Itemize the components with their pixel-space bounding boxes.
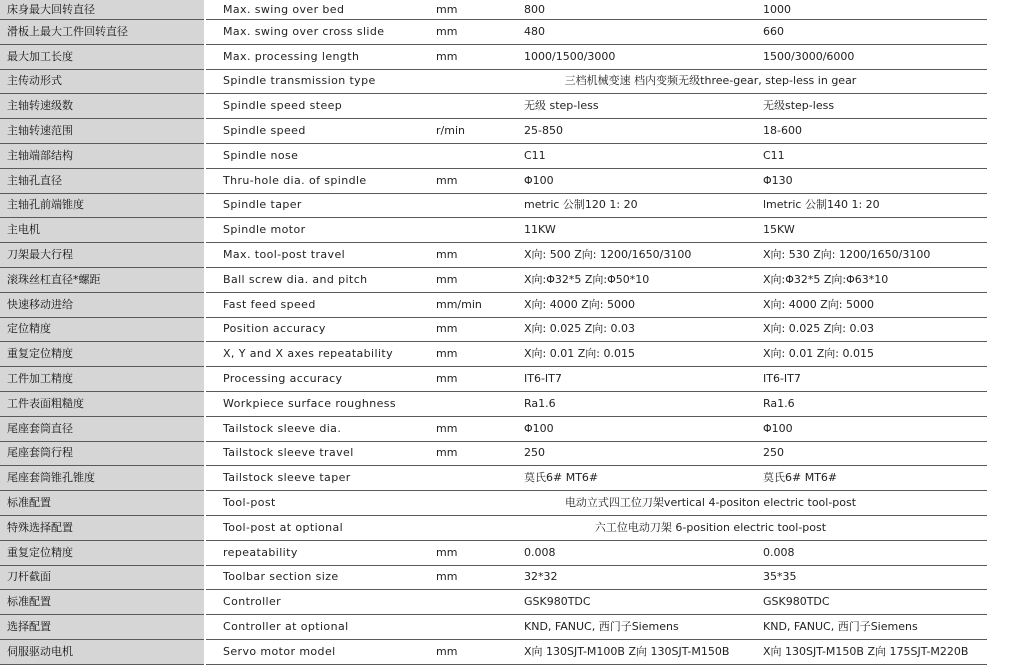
cell-unit: mm/min bbox=[431, 292, 524, 317]
table-row bbox=[0, 168, 987, 193]
cell-param-en: Spindle speed bbox=[205, 119, 431, 144]
cell-value-2: X向: 4000 Z向: 5000 bbox=[763, 292, 987, 317]
cell-param-cn: 床身最大回转直径 bbox=[0, 0, 205, 20]
cell-value-1: Φ100 bbox=[524, 168, 763, 193]
cell-unit: mm bbox=[431, 243, 524, 268]
cell-value-merged: 三档机械变速 档内变频无级three-gear, step-less in gear bbox=[524, 69, 987, 94]
cell-unit: mm bbox=[431, 267, 524, 292]
cell-param-cn: 特殊选择配置 bbox=[0, 515, 205, 540]
cell-value-2: Φ130 bbox=[763, 168, 987, 193]
cell-unit bbox=[431, 466, 524, 491]
cell-value-1: Ra1.6 bbox=[524, 391, 763, 416]
cell-unit bbox=[431, 143, 524, 168]
cell-param-cn: 主轴转速范围 bbox=[0, 119, 205, 144]
cell-param-en: Controller at optional bbox=[205, 615, 431, 640]
cell-param-en: Tailstock sleeve travel bbox=[205, 441, 431, 466]
table-row bbox=[0, 119, 987, 144]
cell-param-cn: 工件表面粗糙度 bbox=[0, 391, 205, 416]
cell-param-en: Spindle motor bbox=[205, 218, 431, 243]
cell-value-2: Φ100 bbox=[763, 416, 987, 441]
cell-value-1: X向: 0.025 Z向: 0.03 bbox=[524, 317, 763, 342]
cell-value-1: metric 公制120 1: 20 bbox=[524, 193, 763, 218]
cell-param-cn: 选择配置 bbox=[0, 615, 205, 640]
cell-value-merged: 六工位电动刀架 6-position electric tool-post bbox=[524, 515, 987, 540]
cell-unit bbox=[431, 193, 524, 218]
cell-param-en: Spindle transmission type bbox=[205, 69, 431, 94]
cell-param-en: Max. swing over bed bbox=[205, 0, 431, 20]
cell-param-en: Max. swing over cross slide bbox=[205, 20, 431, 45]
cell-param-en: Ball screw dia. and pitch bbox=[205, 267, 431, 292]
cell-value-1: 480 bbox=[524, 20, 763, 45]
cell-value-2: 1000 bbox=[763, 0, 987, 20]
cell-unit: r/min bbox=[431, 119, 524, 144]
cell-param-en: Position accuracy bbox=[205, 317, 431, 342]
cell-unit: mm bbox=[431, 367, 524, 392]
cell-value-1: 11KW bbox=[524, 218, 763, 243]
table-row bbox=[0, 218, 987, 243]
table-row bbox=[0, 466, 987, 491]
cell-param-cn: 主轴孔前端锥度 bbox=[0, 193, 205, 218]
cell-param-cn: 最大加工长度 bbox=[0, 44, 205, 69]
cell-param-cn: 主轴转速级数 bbox=[0, 94, 205, 119]
cell-param-cn: 尾座套筒锥孔锥度 bbox=[0, 466, 205, 491]
cell-unit bbox=[431, 69, 524, 94]
table-row bbox=[0, 441, 987, 466]
cell-value-1: 无级 step-less bbox=[524, 94, 763, 119]
cell-param-cn: 主轴孔直径 bbox=[0, 168, 205, 193]
cell-unit bbox=[431, 391, 524, 416]
cell-param-cn: 滚珠丝杠直径*螺距 bbox=[0, 267, 205, 292]
cell-unit: mm bbox=[431, 168, 524, 193]
table-row bbox=[0, 94, 987, 119]
cell-param-en: Processing accuracy bbox=[205, 367, 431, 392]
table-row bbox=[0, 44, 987, 69]
cell-value-1: 250 bbox=[524, 441, 763, 466]
cell-value-1: X向: 0.01 Z向: 0.015 bbox=[524, 342, 763, 367]
cell-value-2: 1500/3000/6000 bbox=[763, 44, 987, 69]
table-row bbox=[0, 540, 987, 565]
cell-value-2: 0.008 bbox=[763, 540, 987, 565]
cell-param-en: Toolbar section size bbox=[205, 565, 431, 590]
cell-param-cn: 定位精度 bbox=[0, 317, 205, 342]
cell-param-cn: 主传动形式 bbox=[0, 69, 205, 94]
cell-param-en: Max. processing length bbox=[205, 44, 431, 69]
cell-value-2: X向: 0.01 Z向: 0.015 bbox=[763, 342, 987, 367]
cell-param-en: Tool-post at optional bbox=[205, 515, 431, 540]
table-row bbox=[0, 143, 987, 168]
cell-param-cn: 工件加工精度 bbox=[0, 367, 205, 392]
cell-unit bbox=[431, 218, 524, 243]
table-row bbox=[0, 193, 987, 218]
cell-unit bbox=[431, 590, 524, 615]
cell-unit: mm bbox=[431, 317, 524, 342]
cell-value-1: IT6-IT7 bbox=[524, 367, 763, 392]
cell-value-1: 32*32 bbox=[524, 565, 763, 590]
cell-param-cn: 标准配置 bbox=[0, 590, 205, 615]
cell-param-cn: 尾座套筒行程 bbox=[0, 441, 205, 466]
cell-unit: mm bbox=[431, 540, 524, 565]
cell-value-2: 660 bbox=[763, 20, 987, 45]
cell-value-2: C11 bbox=[763, 143, 987, 168]
table-row bbox=[0, 342, 987, 367]
cell-value-2: Ra1.6 bbox=[763, 391, 987, 416]
cell-unit bbox=[431, 491, 524, 516]
cell-unit: mm bbox=[431, 44, 524, 69]
cell-param-en: Tailstock sleeve dia. bbox=[205, 416, 431, 441]
cell-param-en: Tool-post bbox=[205, 491, 431, 516]
cell-value-1: X向: 500 Z向: 1200/1650/3100 bbox=[524, 243, 763, 268]
cell-value-1: 25-850 bbox=[524, 119, 763, 144]
cell-value-1: Φ100 bbox=[524, 416, 763, 441]
cell-param-en: Controller bbox=[205, 590, 431, 615]
cell-value-2: 18-600 bbox=[763, 119, 987, 144]
cell-unit: mm bbox=[431, 639, 524, 664]
cell-value-1: 莫氏6# MT6# bbox=[524, 466, 763, 491]
table-row bbox=[0, 565, 987, 590]
cell-unit: mm bbox=[431, 565, 524, 590]
cell-param-en: Tailstock sleeve taper bbox=[205, 466, 431, 491]
table-row bbox=[0, 0, 987, 20]
cell-param-cn: 尾座套筒直径 bbox=[0, 416, 205, 441]
cell-value-2: 15KW bbox=[763, 218, 987, 243]
cell-unit: mm bbox=[431, 0, 524, 20]
cell-value-1: C11 bbox=[524, 143, 763, 168]
table-row bbox=[0, 590, 987, 615]
table-row bbox=[0, 317, 987, 342]
cell-value-2: X向 130SJT-M150B Z向 175SJT-M220B bbox=[763, 639, 987, 664]
cell-value-1: GSK980TDC bbox=[524, 590, 763, 615]
cell-value-1: KND, FANUC, 西门子Siemens bbox=[524, 615, 763, 640]
table-row bbox=[0, 515, 987, 540]
cell-value-1: 0.008 bbox=[524, 540, 763, 565]
table-row bbox=[0, 639, 987, 664]
cell-param-en: Workpiece surface roughness bbox=[205, 391, 431, 416]
table-row bbox=[0, 243, 987, 268]
cell-param-cn: 重复定位精度 bbox=[0, 540, 205, 565]
cell-param-cn: 刀杆截面 bbox=[0, 565, 205, 590]
cell-unit bbox=[431, 615, 524, 640]
table-row bbox=[0, 20, 987, 45]
cell-value-2: X向: 0.025 Z向: 0.03 bbox=[763, 317, 987, 342]
cell-value-2: X向:Φ32*5 Z向:Φ63*10 bbox=[763, 267, 987, 292]
cell-value-2: 无级step-less bbox=[763, 94, 987, 119]
table-row bbox=[0, 267, 987, 292]
table-row bbox=[0, 391, 987, 416]
cell-param-cn: 标准配置 bbox=[0, 491, 205, 516]
cell-unit: mm bbox=[431, 416, 524, 441]
cell-value-2: IT6-IT7 bbox=[763, 367, 987, 392]
cell-param-en: Spindle nose bbox=[205, 143, 431, 168]
table-row bbox=[0, 416, 987, 441]
cell-value-1: X向 130SJT-M100B Z向 130SJT-M150B bbox=[524, 639, 763, 664]
cell-value-1: X向: 4000 Z向: 5000 bbox=[524, 292, 763, 317]
cell-unit bbox=[431, 94, 524, 119]
cell-value-1: 1000/1500/3000 bbox=[524, 44, 763, 69]
cell-value-2: 莫氏6# MT6# bbox=[763, 466, 987, 491]
cell-value-1: X向:Φ32*5 Z向:Φ50*10 bbox=[524, 267, 763, 292]
cell-param-cn: 伺服驱动电机 bbox=[0, 639, 205, 664]
cell-value-1: 800 bbox=[524, 0, 763, 20]
cell-unit: mm bbox=[431, 342, 524, 367]
cell-unit: mm bbox=[431, 441, 524, 466]
cell-param-en: Thru-hole dia. of spindle bbox=[205, 168, 431, 193]
cell-param-en: repeatability bbox=[205, 540, 431, 565]
cell-param-en: Servo motor model bbox=[205, 639, 431, 664]
table-row bbox=[0, 491, 987, 516]
table-row bbox=[0, 615, 987, 640]
cell-param-en: Spindle taper bbox=[205, 193, 431, 218]
cell-value-2: KND, FANUC, 西门子Siemens bbox=[763, 615, 987, 640]
cell-param-cn: 快速移动进给 bbox=[0, 292, 205, 317]
cell-param-cn: 主轴端部结构 bbox=[0, 143, 205, 168]
cell-param-en: Spindle speed steep bbox=[205, 94, 431, 119]
cell-value-2: X向: 530 Z向: 1200/1650/3100 bbox=[763, 243, 987, 268]
cell-param-cn: 刀架最大行程 bbox=[0, 243, 205, 268]
cell-value-2: GSK980TDC bbox=[763, 590, 987, 615]
table-row bbox=[0, 69, 987, 94]
cell-unit bbox=[431, 515, 524, 540]
cell-param-en: Max. tool-post travel bbox=[205, 243, 431, 268]
cell-unit: mm bbox=[431, 20, 524, 45]
cell-param-cn: 主电机 bbox=[0, 218, 205, 243]
cell-value-2: 35*35 bbox=[763, 565, 987, 590]
cell-param-en: X, Y and X axes repeatability bbox=[205, 342, 431, 367]
cell-value-merged: 电动立式四工位刀架vertical 4-positon electric tool-post bbox=[524, 491, 987, 516]
cell-value-2: 250 bbox=[763, 441, 987, 466]
table-row bbox=[0, 367, 987, 392]
table-row bbox=[0, 292, 987, 317]
cell-param-cn: 滑板上最大工件回转直径 bbox=[0, 20, 205, 45]
cell-value-2: lmetric 公制140 1: 20 bbox=[763, 193, 987, 218]
cell-param-en: Fast feed speed bbox=[205, 292, 431, 317]
cell-param-cn: 重复定位精度 bbox=[0, 342, 205, 367]
